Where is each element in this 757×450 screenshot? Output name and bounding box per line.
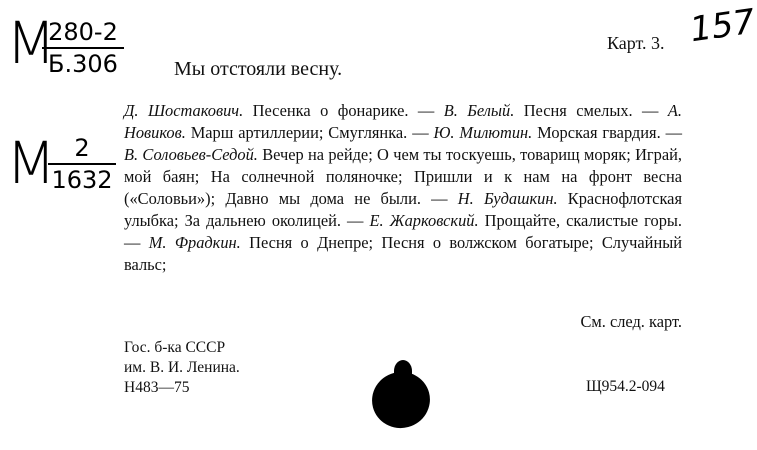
fraction-line	[48, 163, 116, 165]
library-info	[124, 338, 240, 398]
call-number-top-numerator: 280-2	[48, 18, 118, 46]
card-label: Карт. 3.	[607, 33, 665, 53]
call-number-top-fraction	[42, 20, 124, 77]
library-name: Гос. б-ка СССР	[124, 339, 226, 356]
composer-entry	[124, 233, 682, 274]
call-number-side-denominator: 1632	[51, 166, 113, 195]
song-titles: Марш артиллерии; Смуглянка. —	[185, 123, 434, 142]
composer-entry	[124, 101, 444, 120]
call-number-top-denominator: Б.306	[48, 50, 118, 79]
composer-name: Е. Жарковский.	[369, 211, 479, 230]
song-titles: Песенка о фонарике. —	[243, 101, 444, 120]
song-titles: Песня смелых. —	[514, 101, 668, 120]
song-titles: Песня о Днепре; Песня о волжском богатыре; Случайный вальс;	[124, 233, 682, 274]
handwritten-card-number: 157	[687, 1, 757, 51]
song-titles: Вечер на рейде; О чем ты тоскуешь, товарищ моряк; Играй, мой баян; На солнечной поляночке; Пришли и к нам на фронт весна («Соловьи»); Давно мы дома не были. —	[124, 145, 682, 208]
ink-blot	[394, 360, 412, 382]
library-affiliation: им. В. И. Ленина.	[124, 359, 240, 376]
print-code: Н483—75	[124, 379, 190, 396]
fraction-line	[42, 47, 124, 49]
composer-entry	[444, 101, 668, 120]
composer-name: А. Новиков.	[124, 101, 682, 142]
composer-name: Ю. Милютин.	[433, 123, 533, 142]
catalog-code: Щ954.2-094	[586, 378, 665, 395]
see-next-card: См. след. карт.	[580, 312, 682, 331]
song-titles: Краснофлотская улыбка; За дальнею околицей. —	[124, 189, 682, 230]
composer-name: В. Соловьев-Седой.	[124, 145, 258, 164]
call-number-side-numerator: 2	[74, 134, 90, 162]
record-title: Мы отстояли весну.	[174, 58, 343, 80]
composer-name: Д. Шостакович.	[124, 101, 244, 120]
call-number-side-letter: M	[6, 129, 57, 197]
song-titles: Прощайте, скалистые горы. —	[124, 211, 682, 252]
composer-name: В. Белый.	[443, 101, 515, 120]
composer-entry	[434, 123, 682, 142]
contents-list	[124, 100, 682, 276]
call-number-top-letter: M	[6, 9, 57, 77]
composer-name: Н. Будашкин.	[457, 189, 558, 208]
song-titles: Морская гвардия. —	[532, 123, 682, 142]
composer-name: М. Фрадкин.	[148, 233, 241, 252]
call-number-side-fraction	[48, 136, 116, 193]
